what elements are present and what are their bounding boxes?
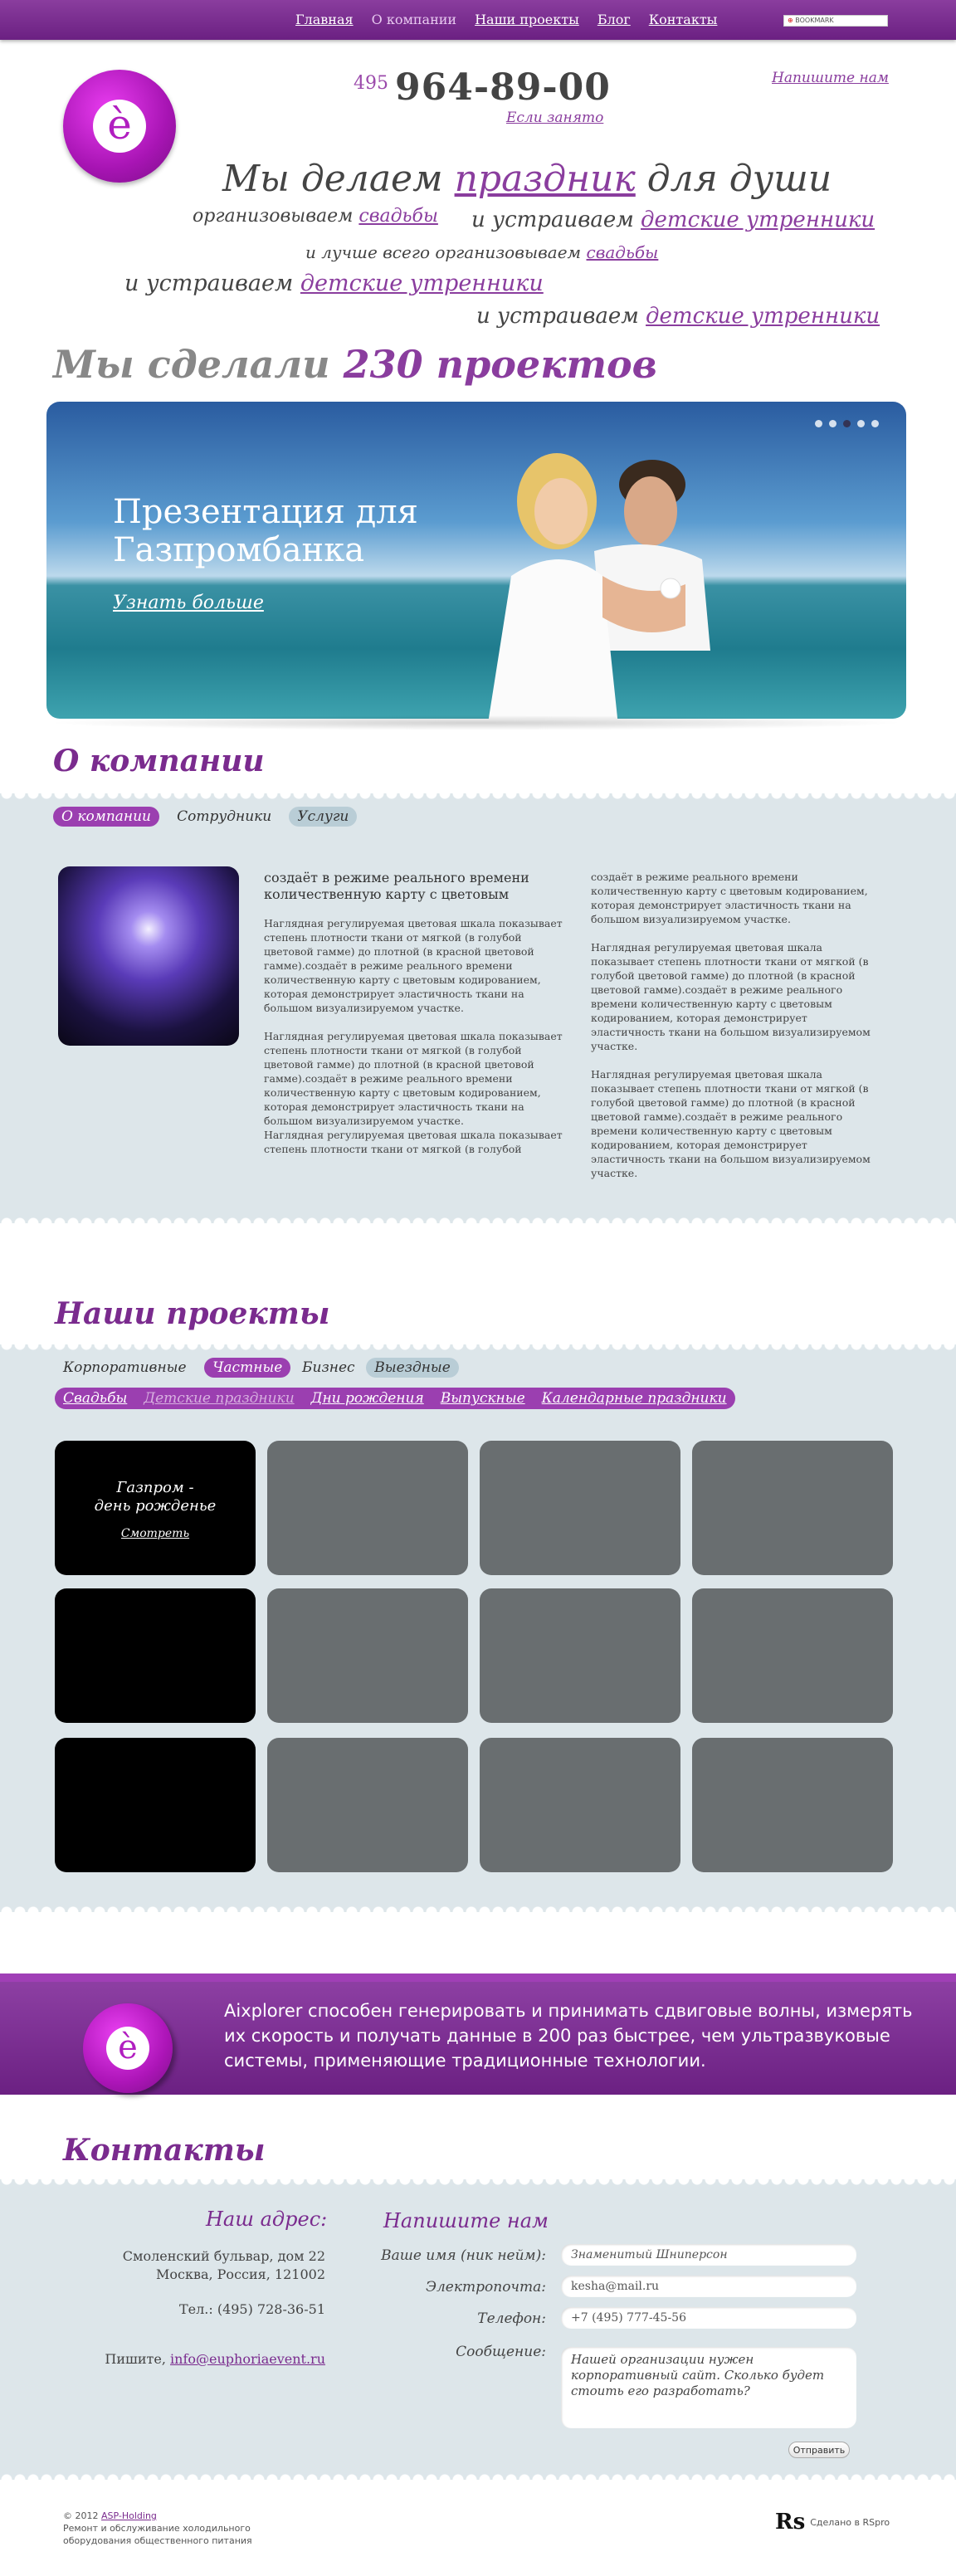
- project-tile[interactable]: [692, 1588, 893, 1723]
- type-outdoor[interactable]: Выездные: [366, 1358, 459, 1378]
- tagline-line-4: [305, 242, 658, 262]
- write-us-link[interactable]: Напишите нам: [772, 70, 889, 86]
- concert-image: [58, 866, 239, 1046]
- about-title: О компании: [53, 744, 265, 778]
- divider: [0, 1215, 956, 1223]
- type-business[interactable]: Бизнес: [302, 1359, 355, 1376]
- tagline-line-2: [193, 206, 438, 227]
- address-label: Наш адрес:: [206, 2208, 328, 2231]
- divider: [0, 1344, 956, 1353]
- bookmark-widget[interactable]: ⊕ BOOKMARK: [783, 15, 888, 27]
- contacts-title: Контакты: [63, 2133, 266, 2168]
- slide-title-line-1: Презентация для: [113, 493, 418, 531]
- tab-staff[interactable]: Сотрудники: [177, 808, 272, 825]
- slider-dots: [815, 420, 879, 427]
- project-tile[interactable]: [267, 1738, 468, 1872]
- tagline-text: организовываем: [193, 206, 359, 227]
- divider: [0, 793, 956, 802]
- divider: [0, 2471, 956, 2480]
- about-paragraph: Наглядная регулируемая цветовая шкала показывает степень плотности ткани от мягкой (в голубой цветовой гамме) до плотной (в красной цветовой гамме).создаёт в режиме реального времени количественную карту с цветовым кодированием, которая демонстрирует эластичность ткани на большом визуализируемом участке.: [264, 917, 563, 1014]
- address-line: Смоленский бульвар, дом 22: [122, 2248, 325, 2264]
- email-prefix: Пишите,: [105, 2351, 171, 2367]
- tagline-line-3: [471, 207, 875, 232]
- banner-logo-letter: è: [106, 2027, 149, 2070]
- about-paragraph: Наглядная регулируемая цветовая шкала показывает степень плотности ткани от мягкой (в голубой цветовой гамме) до плотной (в красной цветовой гамме).создаёт в режиме реального времени количественную карту с цветовым кодированием, которая демонстрирует эластичность ткани на большом визуализируемом участке.: [591, 1068, 871, 1179]
- projects-title: Наши проекты: [55, 1296, 330, 1331]
- about-paragraph: Наглядная регулируемая цветовая шкала показывает степень плотности ткани от мягкой (в голубой цветовой гамме) до плотной (в красной цветовой гамме).создаёт в режиме реального времени количественную карту с цветовым кодированием, которая демонстрирует эластичность ткани на большом визуализируемом участке.: [591, 941, 871, 1052]
- phone-code: 495: [354, 73, 388, 94]
- footer-info: [63, 2510, 252, 2547]
- bookmark-label: BOOKMARK: [795, 17, 834, 24]
- cat-calendar[interactable]: Календарные праздники: [541, 1390, 727, 1407]
- main-nav: [295, 12, 717, 27]
- nav-blog[interactable]: Блог: [597, 12, 631, 27]
- project-tile-title-line: день рожденье: [94, 1497, 217, 1515]
- projects-count-prefix: Мы сделали: [53, 342, 344, 387]
- projects-count-heading: [53, 342, 657, 387]
- project-tile[interactable]: [480, 1441, 680, 1575]
- contact-phone: Тел.: (495) 728-36-51: [178, 2301, 325, 2317]
- promo-banner: [0, 1973, 956, 2095]
- about-tabs: [53, 807, 362, 827]
- slider-dot[interactable]: [815, 420, 822, 427]
- made-by[interactable]: [775, 2510, 890, 2535]
- project-tile[interactable]: [480, 1738, 680, 1872]
- tagline-link-weddings-2[interactable]: свадьбы: [586, 242, 659, 262]
- phone-number: 964-89-00: [395, 66, 611, 109]
- slider-dot[interactable]: [829, 420, 836, 427]
- address: [83, 2247, 325, 2284]
- footer-line: Ремонт и обслуживание холодильного: [63, 2523, 251, 2534]
- email-field[interactable]: [561, 2276, 856, 2297]
- project-tile[interactable]: [267, 1441, 468, 1575]
- tagline-text: Мы делаем: [222, 158, 455, 200]
- slider-dot-active[interactable]: [843, 420, 851, 427]
- tagline-link-kids-2[interactable]: детские утренники: [300, 271, 544, 296]
- contact-email-line: [83, 2350, 325, 2369]
- tagline-text: и устраиваем: [471, 207, 641, 232]
- tagline-link-weddings[interactable]: свадьбы: [358, 206, 438, 227]
- slide-title-line-2: Газпромбанка: [113, 531, 365, 569]
- divider: [0, 1904, 956, 1912]
- hero-slider[interactable]: [46, 402, 906, 719]
- top-navbar: [0, 0, 956, 40]
- project-tile-title-line: Газпром -: [116, 1479, 194, 1496]
- copyright: © 2012: [63, 2510, 101, 2521]
- slider-dot[interactable]: [857, 420, 865, 427]
- cat-graduation[interactable]: Выпускные: [440, 1390, 525, 1407]
- type-private[interactable]: Частные: [204, 1358, 290, 1378]
- project-tile-title: [55, 1479, 256, 1515]
- banner-logo: [83, 2003, 173, 2093]
- nav-about[interactable]: О компании: [371, 12, 457, 27]
- email-link[interactable]: info@euphoriaevent.ru: [170, 2351, 325, 2367]
- phone-field[interactable]: [561, 2307, 856, 2329]
- send-button[interactable]: Отправить: [788, 2442, 850, 2458]
- message-label: Сообщение:: [456, 2344, 546, 2360]
- tagline-link-kids-3[interactable]: детские утренники: [646, 304, 880, 329]
- nav-projects[interactable]: Наши проекты: [475, 12, 579, 27]
- tagline-text: и устраиваем: [124, 271, 300, 296]
- rspro-logo: Rs: [775, 2510, 806, 2535]
- made-by-text: Сделано в RSpro: [810, 2516, 890, 2528]
- tab-services[interactable]: Услуги: [289, 807, 357, 827]
- projects-count-number: 230 проектов: [343, 342, 657, 387]
- couple-photo: [478, 435, 760, 719]
- footer-line: оборудования общественного питания: [63, 2535, 252, 2546]
- nav-contacts[interactable]: Контакты: [648, 12, 718, 27]
- banner-text: Aixplorer способен генерировать и принимать сдвиговые волны, измерять их скорость и получать данные в 200 раз быстрее, чем ультразвуковые системы, применяющие традиционные технологии.: [224, 2001, 913, 2071]
- project-tile-featured[interactable]: [55, 1441, 256, 1575]
- type-corporate[interactable]: Корпоративные: [63, 1359, 187, 1376]
- busy-link[interactable]: Если занято: [506, 110, 604, 126]
- tagline-text: для души: [635, 158, 832, 200]
- project-tile[interactable]: [692, 1441, 893, 1575]
- name-field[interactable]: [561, 2244, 856, 2266]
- slide-more-link[interactable]: Узнать больше: [113, 593, 264, 613]
- holding-link[interactable]: ASP-Holding: [101, 2510, 157, 2521]
- form-title: Напишите нам: [383, 2209, 549, 2232]
- project-tile[interactable]: [692, 1738, 893, 1872]
- slider-dot[interactable]: [871, 420, 879, 427]
- about-right-column: [591, 870, 873, 1180]
- cat-birthdays[interactable]: Дни рождения: [310, 1390, 424, 1407]
- name-label: Ваше имя (ник нейм):: [381, 2247, 546, 2264]
- tagline-line-6: [476, 304, 880, 329]
- project-tile[interactable]: [267, 1588, 468, 1723]
- divider: [0, 2179, 956, 2188]
- logo-letter: è: [93, 100, 146, 153]
- message-field[interactable]: [561, 2347, 856, 2428]
- slide-title: [113, 493, 418, 569]
- address-line: Москва, Россия, 121002: [155, 2266, 325, 2282]
- tagline-line-1: [222, 158, 832, 200]
- project-types: [55, 1358, 464, 1378]
- tab-about[interactable]: О компании: [53, 807, 159, 827]
- phone-label: Телефон:: [477, 2310, 546, 2327]
- nav-home[interactable]: Главная: [295, 12, 354, 27]
- about-heading: создаёт в режиме реального времени количественную карту с цветовым: [264, 870, 529, 902]
- cat-weddings[interactable]: Свадьбы: [63, 1390, 128, 1407]
- project-tile[interactable]: [480, 1588, 680, 1723]
- project-categories: [55, 1388, 735, 1409]
- email-label: Электропочта:: [425, 2279, 546, 2295]
- about-paragraph: Наглядная регулируемая цветовая шкала показывает степень плотности ткани от мягкой (в голубой цветовой гамме) до плотной (в красной цветовой гамме).создаёт в режиме реального времени количественную карту с цветовым кодированием, которая демонстрирует эластичность ткани на большом визуализируемом участке.: [264, 1030, 563, 1127]
- cat-kids[interactable]: Детские праздники: [144, 1390, 295, 1407]
- project-tile[interactable]: [55, 1588, 256, 1723]
- about-paragraph: создаёт в режиме реального времени количественную карту с цветовым кодированием, которая демонстрирует эластичность ткани на большом визуализируемом участке.: [591, 871, 868, 925]
- tagline-link-kids[interactable]: детские утренники: [641, 207, 876, 232]
- logo[interactable]: [63, 70, 176, 183]
- tagline-link-holiday[interactable]: праздник: [454, 158, 636, 200]
- project-tile[interactable]: [55, 1738, 256, 1872]
- project-view-link[interactable]: Смотреть: [120, 1527, 190, 1540]
- slider-shadow: [46, 715, 906, 730]
- about-paragraph: Наглядная регулируемая цветовая шкала показывает степень плотности ткани от мягкой (в голубой: [264, 1129, 563, 1155]
- tagline-text: и лучше всего организовываем: [305, 242, 587, 262]
- tagline-text: и устраиваем: [476, 304, 646, 329]
- tagline-line-5: [124, 271, 544, 296]
- about-left-column: [264, 916, 563, 1156]
